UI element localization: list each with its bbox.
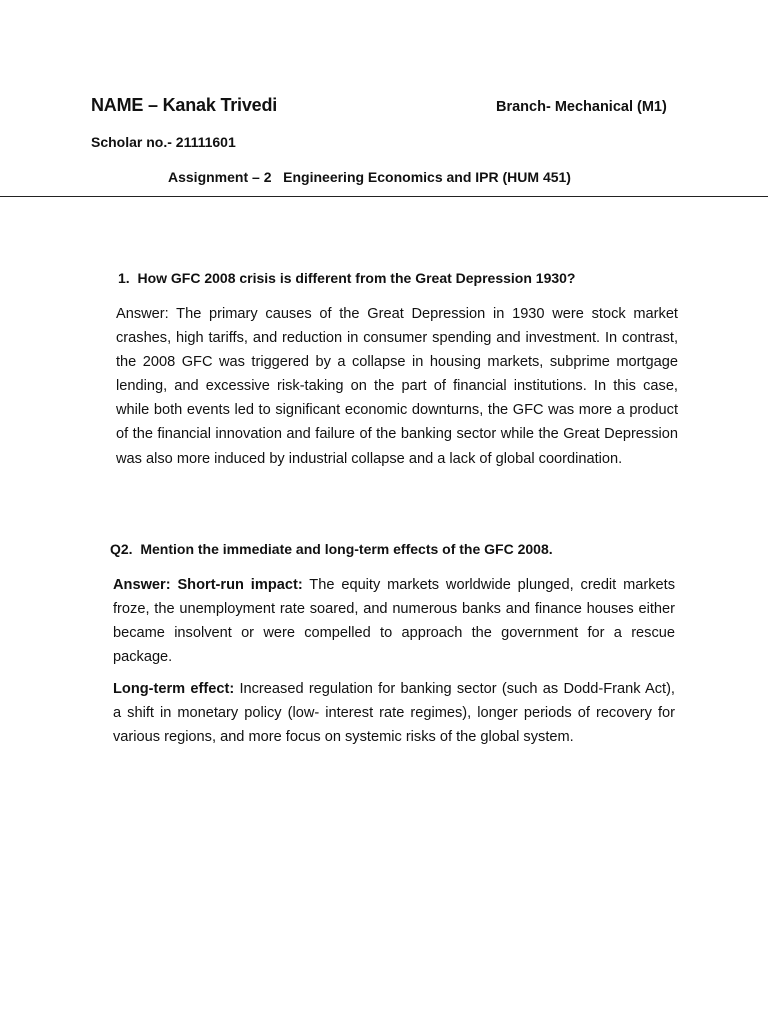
student-name: NAME – Kanak Trivedi xyxy=(91,95,278,115)
short-run-label: Answer: Short-run impact: xyxy=(113,577,303,593)
assignment-title: Assignment – 2 Engineering Economics and IPR (HUM 451) xyxy=(168,169,571,185)
question-1-title: 1. How GFC 2008 crisis is different from the Great Depression 1930? xyxy=(118,270,576,286)
question-2-short-run-paragraph xyxy=(113,573,675,669)
branch: Branch- Mechanical (M1) xyxy=(496,99,667,115)
long-term-text: Increased regulation for banking sector (such as Dodd-Frank Act), a shift in monetary policy (low- interest rate regimes), longer periods of recovery for various regions, and more focus on systemic risks of the global system. xyxy=(113,681,675,746)
long-term-label: Long-term effect: xyxy=(113,681,235,697)
scholar-number: Scholar no.- 21111601 xyxy=(91,134,236,150)
question-2-long-term-paragraph xyxy=(113,677,675,749)
header-divider xyxy=(0,196,768,197)
question-1-answer: Answer: The primary causes of the Great Depression in 1930 were stock market crashes, high tariffs, and reduction in consumer spending and investment. In contrast, the 2008 GFC was triggered by a collapse in housing markets, subprime mortgage lending, and excessive risk-taking on the part of financial institutions. In this case, while both events led to significant economic downturns, the GFC was more a product of the financial innovation and failure of the banking sector while the Great Depression was also more induced by industrial collapse and a lack of global coordination. xyxy=(116,306,678,467)
short-run-text: The equity markets worldwide plunged, credit markets froze, the unemployment rate soared, and numerous banks and finance houses either became insolvent or were compelled to approach the government for a rescue package. xyxy=(113,577,675,666)
question-2-title: Q2. Mention the immediate and long-term effects of the GFC 2008. xyxy=(110,541,553,557)
